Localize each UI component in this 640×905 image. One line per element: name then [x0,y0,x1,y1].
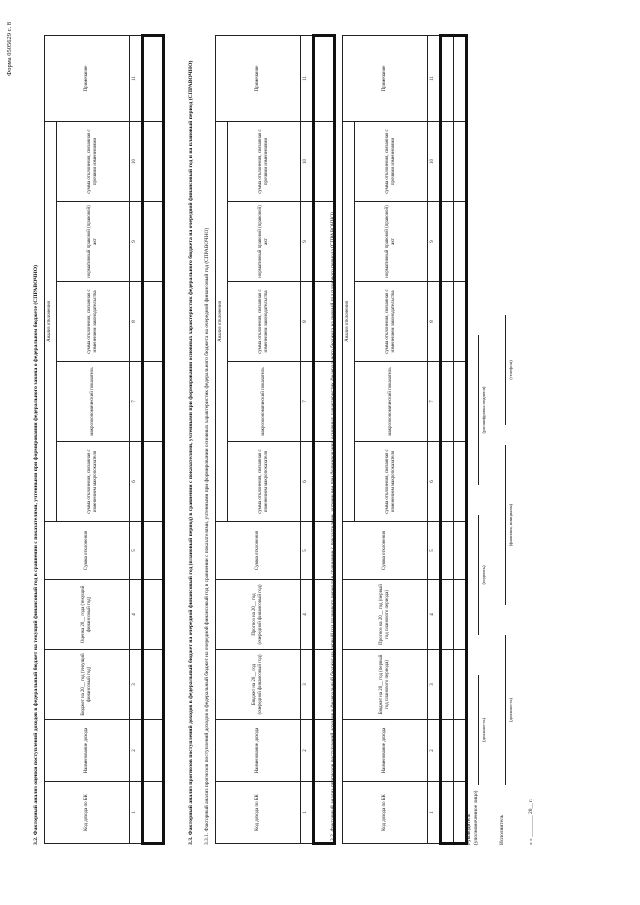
table-cell [441,362,454,442]
col-number: 1 [301,782,314,844]
table-cell [143,782,164,844]
col-number: 5 [428,522,441,580]
table-cell [454,202,467,282]
table-cell [441,720,454,782]
col-number: 3 [130,650,143,720]
table-cell [441,522,454,580]
table-cell [441,580,454,650]
col-number: 3 [428,650,441,720]
table-cell [454,35,467,121]
table-cell [441,35,454,121]
table-cell [454,442,467,522]
col-number: 4 [301,580,314,650]
th-budget: Бюджет на 20__ год (первый год планового периода) [343,650,428,720]
col-number: 10 [130,121,143,201]
section-3-3-2-subtitle: 3.3.2. Факторный анализ прогнозов поступлений доходов в федеральный бюджет на первый год планового периода в сравнении с показателями, учтенными при формировании основных характеристик федерального бюджета на первый год планового периода (СПРАВОЧНО) [330,212,336,845]
table-3-3-2 [342,34,468,845]
col-number: 9 [130,202,143,282]
col-number: 3 [301,650,314,720]
col-number: 7 [130,362,143,442]
col-number: 7 [301,362,314,442]
section-3-2-title: 3.2. Факторный анализ оценки поступлений доходов в федеральный бюджет на текущий финансовый год в сравнении с показателями, учтенными при формировании федерального закона о федеральном бюджете (СПРАВОЧНО) [33,265,39,845]
th-macro: макроэкономический показатель [57,362,130,442]
th-name: Наименование дохода [45,720,130,782]
head-signature-line [478,515,479,635]
table-cell [441,782,454,844]
col-number: 10 [301,121,314,201]
table-cell [454,782,467,844]
table-cell [143,522,164,580]
head-position-line [478,675,479,785]
th-analysis: Анализ отклонения [343,121,355,521]
table-cell [454,650,467,720]
col-number: 10 [428,121,441,201]
table-cell [143,202,164,282]
col-number: 4 [428,580,441,650]
table-3-2 [44,34,165,845]
table-cell [454,121,467,201]
section-3-3-1-subtitle: 3.3.1. Факторный анализ прогнозов поступлений доходов в федеральный бюджет на очередной финансовый год в сравнении с показателями, учтенными при формировании основных характеристик федерального бюджета на очередной финансовый год (СПРАВОЧНО) [204,227,210,845]
executor-fio-line [505,445,506,605]
col-number: 6 [130,442,143,522]
table-cell [454,282,467,362]
col-number: 2 [130,720,143,782]
table-cell [441,442,454,522]
th-estimate: Оценка 20__ года (текущий финансовый год) [45,580,130,650]
th-dev-macro: сумма отклонения, связанная с изменением макропоказателя [57,442,130,522]
col-number: 9 [301,202,314,282]
th-legal-act: нормативный правовой (правовой) акт [57,202,130,282]
head-decoding-caption: (расшифровка подписи) [481,386,486,434]
executor-label: Исполнитель [499,814,505,845]
head-decoding-line [478,335,479,485]
col-number: 11 [428,35,441,121]
th-note: Примечание [45,35,130,121]
col-number: 4 [130,580,143,650]
executor-fio-caption: (фамилия, инициалы) [508,503,513,547]
th-deviation: Сумма отклонения [45,522,130,580]
table-cell [454,580,467,650]
head-label: Руководитель [466,813,472,845]
table-cell [143,442,164,522]
th-macro: макроэкономический показатель [355,362,428,442]
head-position-caption: (должность) [481,717,486,743]
th-deviation: Сумма отклонения [216,522,301,580]
th-legal-act: нормативный правовой (правовой) акт [228,202,301,282]
th-deviation: Сумма отклонения [343,522,428,580]
th-dev-law: сумма отклонения, связанная с изменением законодательства [228,282,301,362]
table-cell [143,362,164,442]
col-number: 5 [301,522,314,580]
table-cell [143,282,164,362]
head-sub-label: (уполномоченное лицо) [473,790,479,845]
table-cell [441,282,454,362]
th-analysis: Анализ отклонения [216,121,228,521]
col-number: 5 [130,522,143,580]
executor-position-caption: (должность) [508,697,513,723]
table-cell [454,720,467,782]
th-note: Примечание [216,35,301,121]
th-macro: макроэкономический показатель [228,362,301,442]
table-3-3-1 [215,34,336,845]
th-budget: Бюджет на 20__ год (очередной финансовый год) [216,650,301,720]
col-number: 9 [428,202,441,282]
executor-position-line [505,635,506,785]
executor-phone-line [505,315,506,425]
table-cell [143,720,164,782]
th-name: Наименование дохода [216,720,301,782]
col-number: 11 [130,35,143,121]
th-dev-other: сумма отклонения, связанная с прочими изменениями [228,121,301,201]
th-analysis: Анализ отклонения [45,121,57,521]
th-forecast: Прогноз на 20__ год (первый год планового периода) [343,580,428,650]
table-cell [314,35,335,121]
table-cell [314,121,335,201]
table-cell [454,522,467,580]
th-legal-act: нормативный правовой (правовой) акт [355,202,428,282]
th-budget: Бюджет на 20__ год (текущий финансовый год) [45,650,130,720]
th-dev-other: сумма отклонения, связанная с прочими изменениями [355,121,428,201]
th-code: Код дохода по БК [216,782,301,844]
form-number: Форма 0505629 с. 8 [6,22,13,76]
th-dev-law: сумма отклонения, связанная с изменением законодательства [57,282,130,362]
table-cell [143,580,164,650]
col-number: 1 [130,782,143,844]
th-dev-macro: сумма отклонения, связанная с изменением макропоказателя [228,442,301,522]
col-number: 11 [301,35,314,121]
col-number: 8 [130,282,143,362]
col-number: 8 [301,282,314,362]
col-number: 6 [428,442,441,522]
th-code: Код дохода по БК [45,782,130,844]
table-cell [143,650,164,720]
table-cell [143,35,164,121]
table-cell [441,121,454,201]
table-cell [143,121,164,201]
table-cell [441,202,454,282]
table-cell [454,362,467,442]
th-dev-law: сумма отклонения, связанная с изменением законодательства [355,282,428,362]
col-number: 2 [301,720,314,782]
th-dev-macro: сумма отклонения, связанная с изменением макропоказателя [355,442,428,522]
th-note: Примечание [343,35,428,121]
th-dev-other: сумма отклонения, связанная с прочими изменениями [57,121,130,201]
col-number: 7 [428,362,441,442]
date-line: « » ________ 20__ г. [528,798,534,845]
table-cell [441,650,454,720]
th-forecast: Прогноз на 20__ год (очередной финансовый год) [216,580,301,650]
section-3-3-title: 3.3. Факторный анализ прогнозов поступлений доходов в федеральный бюджет на очередной финансовый год (плановый период) в сравнении с показателями, учтенными при формировании основных характеристик федерального бюджета на очередной финансовый год и на плановый период (СПРАВОЧНО) [188,60,194,845]
col-number: 6 [301,442,314,522]
executor-phone-caption: (телефон) [508,360,513,380]
col-number: 2 [428,720,441,782]
col-number: 1 [428,782,441,844]
th-code: Код дохода по БК [343,782,428,844]
th-name: Наименование дохода [343,720,428,782]
head-signature-caption: (подпись) [481,565,486,585]
col-number: 8 [428,282,441,362]
